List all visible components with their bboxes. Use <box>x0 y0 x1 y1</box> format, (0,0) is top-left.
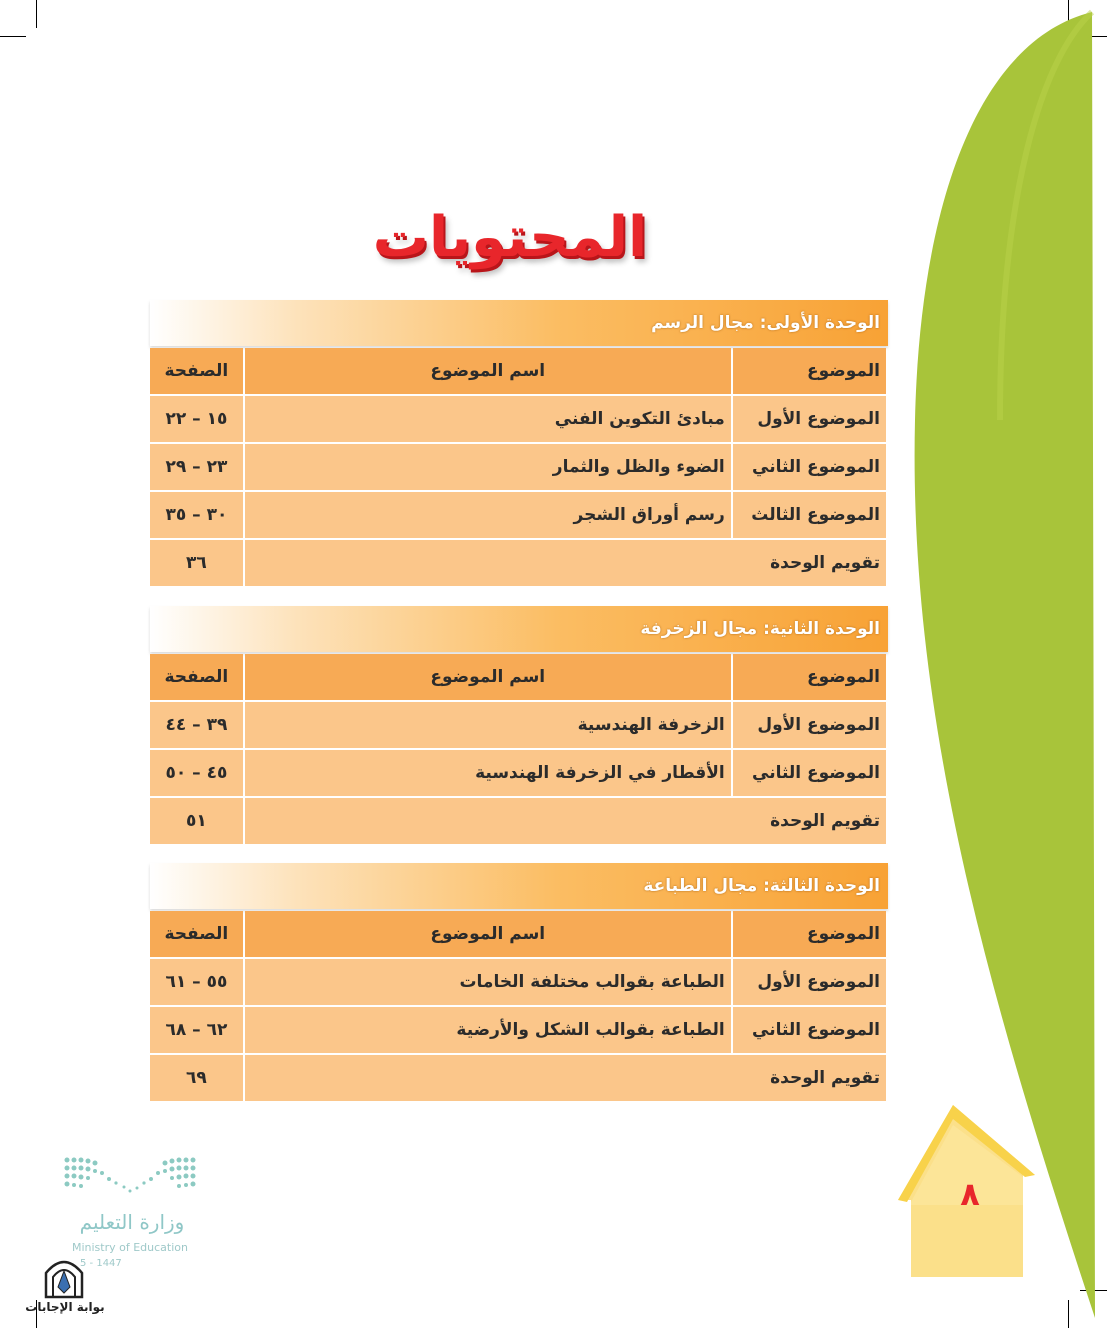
topic-cell: الموضوع الثاني <box>733 444 886 490</box>
unit-header <box>150 606 888 652</box>
column-header-topic: الموضوع <box>733 654 886 700</box>
table-row <box>150 1007 886 1053</box>
page-cell: ٦٩ <box>150 1055 243 1101</box>
evaluation-label: تقويم الوحدة <box>245 540 886 586</box>
table-row <box>150 444 886 490</box>
topic-cell: الموضوع الثاني <box>733 1007 886 1053</box>
topic-cell: الموضوع الثالث <box>733 492 886 538</box>
page-number: ٨ <box>960 1175 980 1213</box>
table-row <box>150 396 886 442</box>
page-cell: ٣٦ <box>150 540 243 586</box>
unit-header-label: الوحدة الثالثة: مجال الطباعة <box>643 876 880 896</box>
contents-table <box>148 909 888 1103</box>
topic-name-cell: الأقطار في الزخرفة الهندسية <box>245 750 731 796</box>
topic-cell: الموضوع الأول <box>733 702 886 748</box>
unit-section <box>150 863 888 1103</box>
evaluation-row <box>150 1055 886 1101</box>
unit-header-label: الوحدة الثانية: مجال الزخرفة <box>640 619 880 639</box>
ministry-name-arabic: وزارة التعليم <box>79 1210 185 1234</box>
page-cell: ٤٥ – ٥٠ <box>150 750 243 796</box>
topic-name-cell: الطباعة بقوالب مختلفة الخامات <box>245 959 731 1005</box>
topic-cell: الموضوع الأول <box>733 396 886 442</box>
topic-name-cell: الزخرفة الهندسية <box>245 702 731 748</box>
column-header-topic-name: اسم الموضوع <box>245 348 731 394</box>
watermark-text: بوابة الإجابات <box>25 1300 105 1314</box>
unit-header-label: الوحدة الأولى: مجال الرسم <box>651 313 880 333</box>
evaluation-row <box>150 540 886 586</box>
column-header-page: الصفحة <box>150 654 243 700</box>
page-cell: ٥٥ – ٦١ <box>150 959 243 1005</box>
column-header-topic-name: اسم الموضوع <box>245 911 731 957</box>
contents-table <box>148 346 888 588</box>
topic-name-cell: مبادئ التكوين الفني <box>245 396 731 442</box>
table-header-row <box>150 654 886 700</box>
gate-logo-icon <box>42 1255 86 1299</box>
page-cell: ٣٠ – ٣٥ <box>150 492 243 538</box>
unit-section <box>150 606 888 846</box>
table-header-row <box>150 911 886 957</box>
evaluation-label: تقويم الوحدة <box>245 798 886 844</box>
topic-cell: الموضوع الأول <box>733 959 886 1005</box>
page-cell: ٣٩ – ٤٤ <box>150 702 243 748</box>
column-header-topic: الموضوع <box>733 348 886 394</box>
page-cell: ٢٣ – ٢٩ <box>150 444 243 490</box>
contents-table <box>148 652 888 846</box>
table-header-row <box>150 348 886 394</box>
ministry-name-english: Ministry of Education <box>71 1241 188 1254</box>
evaluation-row <box>150 798 886 844</box>
column-header-topic-name: اسم الموضوع <box>245 654 731 700</box>
unit-header <box>150 863 888 909</box>
topic-name-cell: الضوء والظل والثمار <box>245 444 731 490</box>
unit-header <box>150 300 888 346</box>
ministry-logo-icon <box>62 1155 202 1200</box>
column-header-topic: الموضوع <box>733 911 886 957</box>
ministry-year: 5 - 1447 <box>80 1258 122 1269</box>
table-row <box>150 959 886 1005</box>
page-cell: ٥١ <box>150 798 243 844</box>
topic-name-cell: الطباعة بقوالب الشكل والأرضية <box>245 1007 731 1053</box>
page-cell: ١٥ – ٢٢ <box>150 396 243 442</box>
topic-cell: الموضوع الثاني <box>733 750 886 796</box>
unit-section <box>150 300 888 588</box>
column-header-page: الصفحة <box>150 911 243 957</box>
page-cell: ٦٢ – ٦٨ <box>150 1007 243 1053</box>
column-header-page: الصفحة <box>150 348 243 394</box>
evaluation-label: تقويم الوحدة <box>245 1055 886 1101</box>
table-row <box>150 750 886 796</box>
page-title: المحتويات <box>372 205 648 270</box>
table-row <box>150 492 886 538</box>
topic-name-cell: رسم أوراق الشجر <box>245 492 731 538</box>
table-row <box>150 702 886 748</box>
